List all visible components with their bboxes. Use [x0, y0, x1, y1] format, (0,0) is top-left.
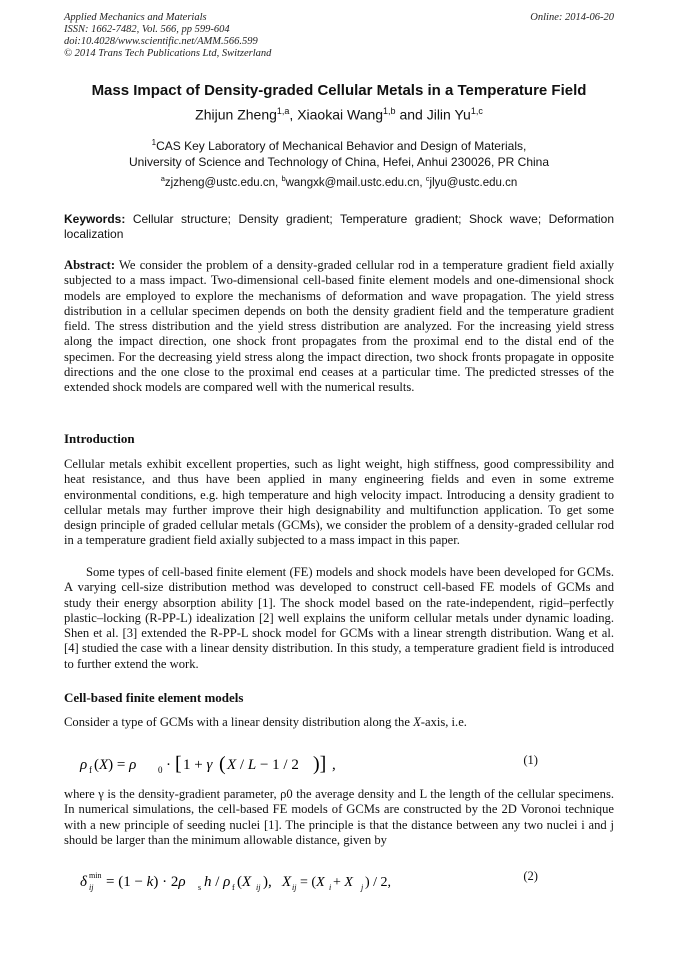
- affiliation-line: CAS Key Laboratory of Mechanical Behavior and Design of Materials,: [156, 139, 527, 153]
- abstract: [64, 258, 614, 396]
- svg-text:(: (: [219, 753, 226, 775]
- paragraph-text: Some types of cell-based finite element (FE) models and shock models have been developed for GCMs. A varying cell-size distribution method was developed to construct cell-based FE models of GCMs and study their energy absorption ability [1]. The shock model based on the rate-independent, rigid–perfectly plastic–locking (R-PP-L) idealization [2] well explains the uniform cellular metals under dynamic loading. Shen et al. [3] extended the R-PP-L shock model for GCMs with a linear strength distribution. Wang et al. [4] studied the case with a linear density distribution. In this study, a temperature gradient field is introduced to further extend the work.: [64, 565, 614, 671]
- svg-text:ij: ij: [292, 883, 297, 892]
- svg-text:[: [: [175, 753, 182, 775]
- doi-line[interactable]: doi:10.4028/www.scientific.net/AMM.566.599: [64, 36, 258, 47]
- equation-2-graphic: [80, 866, 392, 894]
- svg-text:X: X: [282, 874, 292, 890]
- svg-text:i: i: [329, 883, 332, 892]
- svg-text:δ: δ: [80, 874, 87, 890]
- section-heading-fem: Cell-based finite element models: [64, 690, 244, 705]
- svg-text:ij: ij: [256, 883, 261, 892]
- paragraph-indented: [64, 565, 614, 672]
- svg-text:f: f: [232, 883, 235, 892]
- keywords: [64, 212, 614, 242]
- copyright-line: © 2014 Trans Tech Publications Ltd, Switzerland: [64, 48, 272, 59]
- svg-text:)]: )]: [313, 753, 327, 775]
- email-superscript: a: [160, 174, 165, 183]
- journal-header: [64, 12, 614, 60]
- author-list: [0, 106, 678, 123]
- paragraph: [64, 715, 614, 730]
- journal-name: Applied Mechanics and Materials: [64, 12, 207, 23]
- svg-text:·: ·: [166, 757, 171, 773]
- paragraph: Cellular metals exhibit excellent properties, such as light weight, high stiffness, good compressibility and heat resistance, and thus have been applied in many engineering fields and even in some extreme environmental conditions, e.g. high temperature and high velocity impact. Introducing a density gradient to cellular metals may further improve their high designability and multifunction application. To get some design principle of graded cellular metals (GCMs), we consider the problem of a density-graded cellular rod in a temperature gradient field axially subjected to a mass impact in this paper.: [64, 457, 614, 548]
- svg-text:min: min: [89, 871, 102, 880]
- author-separator: ,: [289, 106, 298, 123]
- affiliation-superscript: 1: [151, 138, 157, 147]
- svg-text:0: 0: [158, 765, 163, 775]
- svg-text:= (1 − k) · 2ρ: = (1 − k) · 2ρ: [106, 874, 186, 890]
- keywords-label: Keywords:: [64, 212, 126, 226]
- paper-title: Mass Impact of Density-graded Cellular Metals in a Temperature Field: [91, 82, 587, 99]
- abstract-label: Abstract:: [64, 258, 116, 272]
- issn-line: ISSN: 1662-7482, Vol. 566, pp 599-604: [64, 24, 230, 35]
- author-name: Zhijun Zheng: [195, 106, 277, 123]
- svg-text:(X) = ρ: (X) = ρ: [94, 757, 137, 773]
- svg-text:),: ),: [263, 874, 272, 890]
- svg-text:j: j: [361, 883, 364, 892]
- svg-text:h / ρ: h / ρ: [204, 874, 231, 890]
- paragraph: where γ is the density-gradient parameter, ρ0 the average density and L the length of the cellular specimens. In numerical simulations, the cell-based FE models of GCMs are constructed by the 2D Voronoi technique with a new principle of seeding nuclei [1]. The principle is that the distance between any two nuclei i and j should be larger than the minimum allowable distance, given by: [64, 787, 614, 847]
- svg-text:ij: ij: [89, 883, 94, 892]
- svg-text:s: s: [198, 883, 202, 892]
- paragraph-text: Consider a type of GCMs with a linear density distribution along the: [64, 715, 414, 729]
- equation-number: (1): [523, 753, 538, 767]
- equation-number: (2): [523, 869, 538, 883]
- author-superscript: 1,a: [276, 106, 290, 116]
- svg-text:,: ,: [332, 757, 336, 773]
- equation-1-graphic: [80, 750, 340, 776]
- paragraph-text: -axis, i.e.: [420, 715, 467, 729]
- equation-2: [80, 866, 534, 899]
- affiliation-line: University of Science and Technology of China, Hefei, Anhui 230026, PR China: [128, 155, 550, 169]
- email-address[interactable]: jlyu@ustc.edu.cn: [429, 176, 518, 189]
- svg-text:ρ: ρ: [80, 757, 88, 773]
- svg-text:) / 2,: ) / 2,: [365, 875, 392, 890]
- svg-text:= (X: = (X: [300, 875, 325, 890]
- email-address[interactable]: zjzheng@ustc.edu.cn,: [164, 176, 282, 189]
- svg-text:+ X: + X: [333, 875, 353, 890]
- svg-text:X / L − 1 / 2: X / L − 1 / 2: [227, 757, 299, 773]
- svg-text:(X: (X: [237, 874, 252, 890]
- abstract-text: We consider the problem of a density-graded cellular rod in a temperature gradient field axially subjected to a mass impact. Two-dimensional cell-based finite element models and one-dimensional shock models are employed to explore the mechanisms of deformation and wave propagation. The yield stress distribution in a cellular specimen depends on both the density gradient field and the temperature gradient field. The stress distribution and the yield stress distribution are analyzed. For the increasing yield stress along the impact direction, one shock front propagates from the proximal end to the distal end of the specimen. For the decreasing yield stress along the impact direction, two shock fronts propagate in opposite directions and the one close to the proximal end ceases at a particular time. The predicted stresses of the extended shock models are compared well with the numerical results.: [64, 258, 614, 395]
- email-address[interactable]: wangxk@mail.ustc.edu.cn,: [285, 176, 426, 189]
- svg-text:f: f: [89, 765, 92, 775]
- keywords-text: Cellular structure; Density gradient; Temperature gradient; Shock wave; Deformation localization: [64, 212, 614, 241]
- section-heading-introduction: Introduction: [64, 431, 135, 446]
- svg-text:1 + γ: 1 + γ: [183, 757, 213, 773]
- email-list: [0, 174, 678, 189]
- equation-1: [80, 750, 534, 781]
- math-variable: X: [413, 715, 421, 729]
- online-date: Online: 2014-06-20: [530, 12, 614, 23]
- author-name: Xiaokai Wang: [297, 106, 384, 123]
- author-name: Jilin Yu: [426, 106, 471, 123]
- affiliation: [0, 135, 678, 170]
- author-separator: and: [395, 106, 427, 123]
- email-superscript: c: [425, 174, 430, 183]
- author-superscript: 1,b: [383, 106, 396, 116]
- email-superscript: b: [281, 174, 286, 183]
- author-superscript: 1,c: [470, 106, 483, 116]
